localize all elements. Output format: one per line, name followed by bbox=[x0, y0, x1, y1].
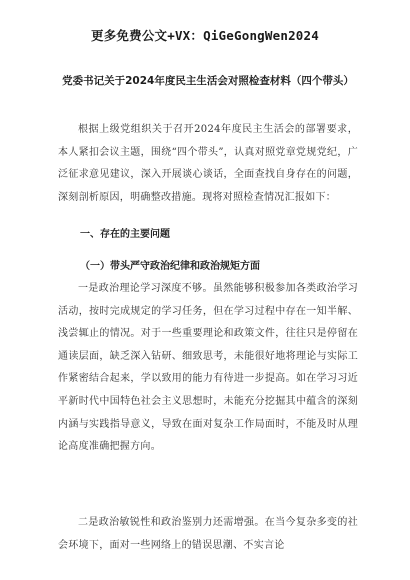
intro-paragraph: 根据上级党组织关于召开2024年度民主生活会的部署要求，本人紧扣会议主题，围绕“四个带头”，认真对照党章党规党纪，广泛征求意见建议，深入开展谈心谈话，全面查找自身存在的问题，深刻剖析原因，明确整改措施。现将对照检查情况汇报如下： bbox=[58, 124, 358, 203]
body-paragraph-2: 二是政治敏锐性和政治鉴别力还需增强。在当今复杂多变的社会环境下，面对一些网络上的错误思潮、不实言论 bbox=[58, 517, 358, 551]
watermark-header: 更多免费公文+VX：QiGeGongWen2024 bbox=[91, 28, 319, 43]
body-paragraph-1: 一是政治理论学习深度不够。虽然能够积极参加各类政治学习活动，按时完成规定的学习任务，但在学习过程中存在一知半解、浅尝辄止的情况。对于一些重要理论和政策文件，往往只是停留在通读层面，缺乏深入钻研、细致思考，未能很好地将理论与实际工作紧密结合起来，学以致用的能力有待进一步提高。如在学习习近平新时代中国特色社会主义思想时，未能充分挖掘其中蕴含的深刻内涵与实践指导意义，导致在面对复杂工作局面时，不能及时从理论高度准确把握方向。 bbox=[58, 283, 358, 453]
section-heading: 一、存在的主要问题 bbox=[80, 229, 170, 240]
subsection-heading: （一）带头严守政治纪律和政治规矩方面 bbox=[80, 261, 260, 272]
document-title: 党委书记关于2024年度民主生活会对照检查材料（四个带头） bbox=[62, 75, 354, 87]
